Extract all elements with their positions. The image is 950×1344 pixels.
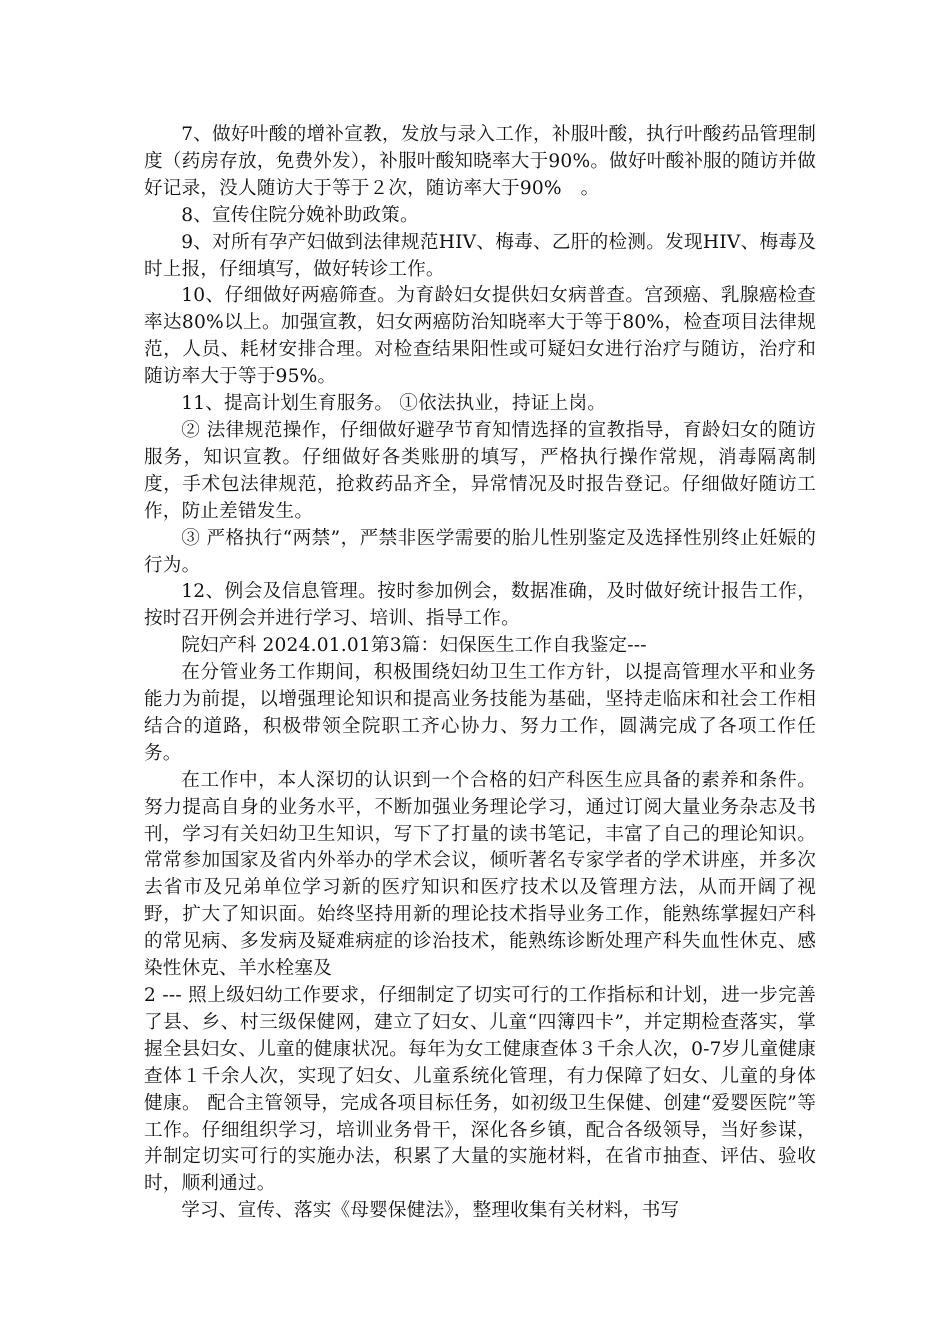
paragraph-folic-acid: 7、做好叶酸的增补宣教，发放与录入工作，补服叶酸，执行叶酸药品管理制度（药房存放，免费外发），补服叶酸知晓率大于90%。做好叶酸补服的随访并做好记录，没人随访大于等于２次，随访率大于90% 。: [144, 124, 816, 199]
paragraph-maternal-law: 学习、宣传、落实《母婴保健法》，整理收集有关材料，书写: [181, 1200, 680, 1222]
paragraph-family-planning: 11、提高计划生育服务。 ①依法执业，持证上岗。: [181, 393, 607, 415]
paragraph-professional-growth: 在工作中，本人深切的认识到一个合格的妇产科医生应具备的素养和条件。努力提高自身的业务水平，不断加强业务理论学习，通过订阅大量业务杂志及书刊，学习有关妇幼卫生知识，写下了打量的读书笔记，丰富了自己的理论知识。常常参加国家及省内外举办的学术会议，倾听著名专家学者的学术讲座，并多次去省市及兄弟单位学习新的医疗知识和医疗技术以及管理方法，从而开阔了视野，扩大了知识面。始终坚持用新的理论技术指导业务工作，能熟练掌握妇产科的常见病、多发病及疑难病症的诊治技术，能熟练诊断处理产科失血性休克、感染性休克、羊水栓塞及: [144, 769, 816, 980]
paragraph-work-summary: 在分管业务工作期间，积极围绕妇幼卫生工作方针，以提高管理水平和业务能力为前提，以增强理论知识和提高业务技能为基础，坚持走临床和社会工作相结合的道路，积极带领全院职工齐心协力、努力工作，圆满完成了各项工作任务。: [144, 662, 816, 764]
paragraph-page-2-continuation: 2 --- 照上级妇幼工作要求，仔细制定了切实可行的工作指标和计划，进一步完善了县、乡、村三级保健网，建立了妇女、儿童“四簿四卡”，并定期检查落实，掌握全县妇女、儿童的健康状况。每年为女工健康查体３千余人次，0-7岁儿童健康查体１千余人次，实现了妇女、儿童系统化管理，有力保障了妇女、儿童的身体健康。 配合主管领导，完成各项目标任务，如初级卫生保健、创建“爱婴医院”等工作。仔细组织学习，培训业务骨干，深化各乡镇，配合各级领导，当好参谋，并制定切实可行的实施办法，积累了大量的实施材料，在省市抽查、评估、验收时，顺利通过。: [144, 985, 816, 1195]
paragraph-delivery-subsidy: 8、宣传住院分娩补助政策。: [181, 204, 419, 226]
paragraph-two-prohibitions: ③ 严格执行“两禁”，严禁非医学需要的胎儿性别鉴定及选择性别终止妊娠的行为。: [144, 527, 816, 576]
paragraph-section-heading: 院妇产科 2024.01.01第3篇：妇保医生工作自我鉴定---: [181, 635, 647, 657]
paragraph-two-cancer-screening: 10、仔细做好两癌筛查。为育龄妇女提供妇女病普查。宫颈癌、乳腺癌检查率达80%以上。加强宣教，妇女两癌防治知晓率大于等于80%，检查项目法律规范，人员、耗材安排合理。对检查结果阳性或可疑妇女进行治疗与随访，治疗和随访率大于等于95%。: [144, 285, 816, 388]
paragraph-standard-operation: ② 法律规范操作，仔细做好避孕节育知情选择的宣教指导，育龄妇女的随访服务，知识宣教。仔细做好各类账册的填写，严格执行操作常规，消毒隔离制度，手术包法律规范，抢救药品齐全，异常情况及时报告登记。仔细做好随访工作，防止差错发生。: [144, 419, 816, 522]
paragraph-meetings-info: 12、例会及信息管理。按时参加例会，数据准确，及时做好统计报告工作，按时召开例会并进行学习、培训、指导工作。: [144, 581, 816, 630]
paragraph-hiv-testing: 9、对所有孕产妇做到法律规范HIV、梅毒、乙肝的检测。发现HIV、梅毒及时上报，仔细填写，做好转诊工作。: [144, 231, 816, 280]
document-body: [144, 122, 816, 1225]
